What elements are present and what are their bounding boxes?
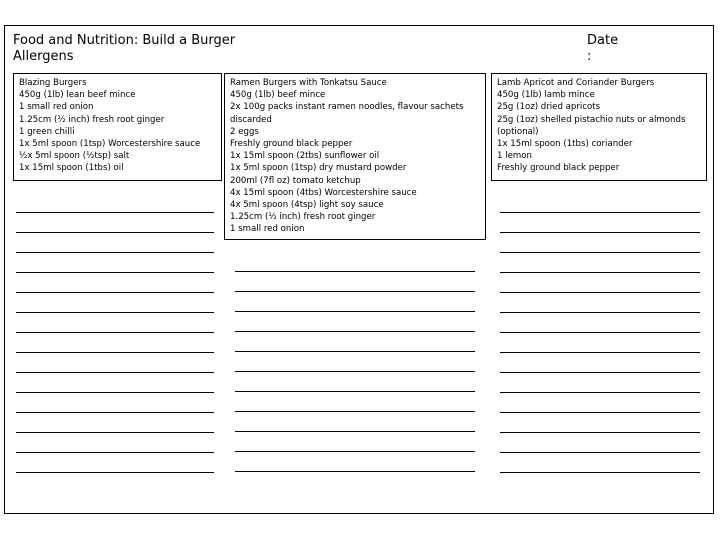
ingredient-line: 1x 5ml spoon (1tsp) dry mustard powder (230, 163, 407, 174)
writing-line[interactable] (500, 352, 700, 353)
writing-line[interactable] (500, 232, 700, 233)
page-title-line: Food and Nutrition: Build a Burger (13, 33, 236, 48)
writing-line[interactable] (16, 452, 214, 453)
ingredient-line: 4x 15ml spoon (4tbs) Worcestershire sauce (230, 187, 417, 198)
writing-line[interactable] (16, 412, 214, 413)
ingredient-line: 450g (1lb) lamb mince (497, 90, 595, 101)
writing-line[interactable] (16, 292, 214, 293)
ingredient-line: 1 lemon (497, 151, 532, 162)
ingredient-line: 1.25cm (½ inch) fresh root ginger (230, 212, 376, 223)
ingredient-line: 200ml (7fl oz) tomato ketchup (230, 175, 361, 186)
ingredient-line: (optional) (497, 126, 539, 137)
ingredient-line: 1x 15ml spoon (1tbs) coriander (497, 139, 633, 150)
recipe-box-ramen-burgers (224, 73, 486, 240)
writing-line[interactable] (500, 212, 700, 213)
ingredient-line: 1 small red onion (19, 102, 94, 113)
writing-line[interactable] (16, 392, 214, 393)
writing-line[interactable] (16, 372, 214, 373)
writing-line[interactable] (16, 252, 214, 253)
date-colon: : (587, 49, 592, 64)
ingredient-line: 1x 5ml spoon (1tsp) Worcestershire sauce (19, 139, 201, 150)
writing-line[interactable] (16, 472, 214, 473)
ingredient-line: 1.25cm (½ inch) fresh root ginger (19, 114, 165, 125)
writing-line[interactable] (235, 311, 475, 312)
page-title (13, 33, 235, 65)
writing-line[interactable] (16, 432, 214, 433)
ingredient-line: 2x 100g packs instant ramen noodles, flavour sachets (230, 102, 464, 113)
writing-line[interactable] (500, 472, 700, 473)
ingredient-line: 25g (1oz) shelled pistachio nuts or almonds (497, 114, 686, 125)
writing-lines-right[interactable] (500, 212, 700, 474)
recipe-title: Blazing Burgers (19, 78, 87, 88)
ingredient-line: Freshly ground black pepper (230, 139, 353, 150)
writing-lines-left[interactable] (16, 212, 214, 474)
writing-line[interactable] (500, 312, 700, 313)
recipe-box-blazing-burgers (13, 73, 222, 181)
ingredient-line: 1x 15ml spoon (2tbs) sunflower oil (230, 151, 380, 162)
writing-line[interactable] (235, 291, 475, 292)
writing-line[interactable] (500, 252, 700, 253)
writing-lines-middle[interactable] (235, 271, 475, 473)
writing-line[interactable] (16, 312, 214, 313)
writing-line[interactable] (500, 432, 700, 433)
writing-line[interactable] (500, 292, 700, 293)
writing-line[interactable] (500, 412, 700, 413)
ingredient-line: 450g (1lb) lean beef mince (19, 90, 136, 101)
ingredient-line: 1 small red onion (230, 224, 305, 235)
writing-line[interactable] (16, 212, 214, 213)
recipe-title: Ramen Burgers with Tonkatsu Sauce (230, 78, 387, 88)
writing-line[interactable] (16, 232, 214, 233)
writing-line[interactable] (235, 371, 475, 372)
writing-line[interactable] (500, 452, 700, 453)
writing-line[interactable] (235, 331, 475, 332)
writing-line[interactable] (235, 451, 475, 452)
writing-line[interactable] (235, 431, 475, 432)
writing-line[interactable] (235, 471, 475, 472)
ingredient-line: 4x 5ml spoon (4tsp) light soy sauce (230, 200, 384, 211)
recipe-box-lamb-burgers (491, 73, 707, 181)
ingredient-line: 1x 15ml spoon (1tbs) oil (19, 163, 124, 174)
writing-line[interactable] (500, 272, 700, 273)
writing-line[interactable] (500, 372, 700, 373)
ingredient-line: discarded (230, 114, 272, 125)
writing-line[interactable] (16, 332, 214, 333)
ingredient-line: 450g (1lb) beef mince (230, 90, 326, 101)
writing-line[interactable] (16, 352, 214, 353)
recipe-title: Lamb Apricot and Coriander Burgers (497, 78, 655, 88)
writing-line[interactable] (16, 272, 214, 273)
ingredient-line: Freshly ground black pepper (497, 163, 620, 174)
writing-line[interactable] (235, 411, 475, 412)
writing-line[interactable] (500, 332, 700, 333)
writing-line[interactable] (500, 392, 700, 393)
ingredient-line: ½x 5ml spoon (½tsp) salt (19, 151, 130, 162)
date-field (587, 33, 627, 65)
writing-line[interactable] (235, 351, 475, 352)
writing-line[interactable] (235, 271, 475, 272)
allergens-label: Allergens (13, 49, 74, 64)
date-label: Date (587, 33, 619, 48)
writing-line[interactable] (235, 391, 475, 392)
ingredient-line: 2 eggs (230, 126, 259, 137)
ingredient-line: 25g (1oz) dried apricots (497, 102, 601, 113)
ingredient-line: 1 green chilli (19, 126, 75, 137)
